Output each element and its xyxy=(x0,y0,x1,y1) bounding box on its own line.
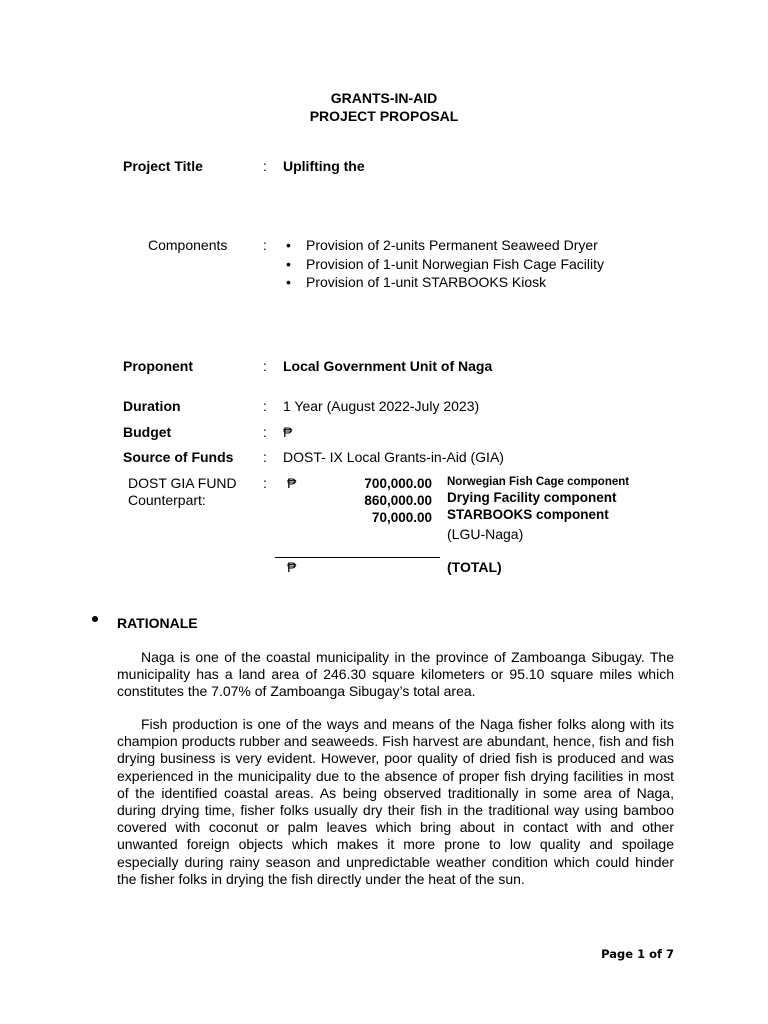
components-list xyxy=(306,236,604,292)
duration-label: Duration xyxy=(123,398,181,414)
colon: : xyxy=(263,398,267,414)
component-label: Drying Facility component xyxy=(447,490,617,505)
gia-fund-label: DOST GIA FUND xyxy=(128,475,237,491)
proponent-value: Local Government Unit of Naga xyxy=(283,358,493,374)
list-item: • Provision of 1-unit Norwegian Fish Cage Facility xyxy=(306,255,604,274)
list-item: • Provision of 1-unit STARBOOKS Kiosk xyxy=(306,273,604,292)
source-of-funds-label: Source of Funds xyxy=(123,449,234,465)
project-title-label: Project Title xyxy=(123,158,203,174)
amount-value: 70,000.00 xyxy=(371,510,432,525)
peso-icon: ₱ xyxy=(287,475,297,491)
colon: : xyxy=(263,449,267,465)
counterpart-note: (LGU-Naga) xyxy=(447,526,524,542)
components-label: Components xyxy=(148,237,228,253)
peso-icon: ₱ xyxy=(287,559,297,575)
list-item: • Provision of 2-units Permanent Seaweed Dryer xyxy=(306,236,604,255)
total-divider xyxy=(275,557,440,558)
colon: : xyxy=(263,475,267,491)
bullet-icon xyxy=(92,616,98,622)
document-subtitle: PROJECT PROPOSAL xyxy=(309,108,459,124)
document-title: GRANTS-IN-AID xyxy=(330,90,438,106)
project-title-value: Uplifting the xyxy=(283,158,365,174)
peso-icon: ₱ xyxy=(283,424,293,440)
proponent-label: Proponent xyxy=(123,358,193,374)
amount-value: 860,000.00 xyxy=(364,493,432,508)
rationale-heading: RATIONALE xyxy=(117,615,198,631)
total-label: (TOTAL) xyxy=(447,559,502,575)
source-of-funds-value: DOST- IX Local Grants-in-Aid (GIA) xyxy=(283,449,504,465)
rationale-paragraph: Naga is one of the coastal municipality in the province of Zamboanga Sibugay. The municipality has a land area of 246.30 square kilometers or 95.10 square miles which constitutes the 7.07% of Zamboanga Sibugay’s total area. xyxy=(117,649,674,700)
component-label: Norwegian Fish Cage component xyxy=(447,476,630,488)
budget-label: Budget xyxy=(123,424,172,440)
page-number: Page 1 of 7 xyxy=(601,947,674,961)
rationale-paragraph: Fish production is one of the ways and means of the Naga fisher folks along with its champion products rubber and seaweeds. Fish harvest are abundant, hence, fish and fish drying business is very evident. However, poor quality of dried fish is produced and was experienced in the municipality due to the absence of proper fish drying facilities in most of the identified coastal areas. As being observed traditionally in some area of Naga, during drying time, fisher folks usually dry their fish in the traditional way using bamboo covered with coconut or palm leaves which bring about in contact with and other unwanted foreign objects which makes it more prone to low quality and spoilage especially during rainy season and unpredictable weather condition which could hinder the fisher folks in drying the fish directly under the heat of the sun. xyxy=(117,716,674,887)
component-label: STARBOOKS component xyxy=(447,507,609,522)
counterpart-label: Counterpart: xyxy=(128,492,206,508)
colon: : xyxy=(263,358,267,374)
colon: : xyxy=(263,424,267,440)
amount-value: 700,000.00 xyxy=(364,476,432,491)
duration-value: 1 Year (August 2022-July 2023) xyxy=(283,398,480,414)
colon: : xyxy=(263,237,267,253)
colon: : xyxy=(263,158,267,174)
